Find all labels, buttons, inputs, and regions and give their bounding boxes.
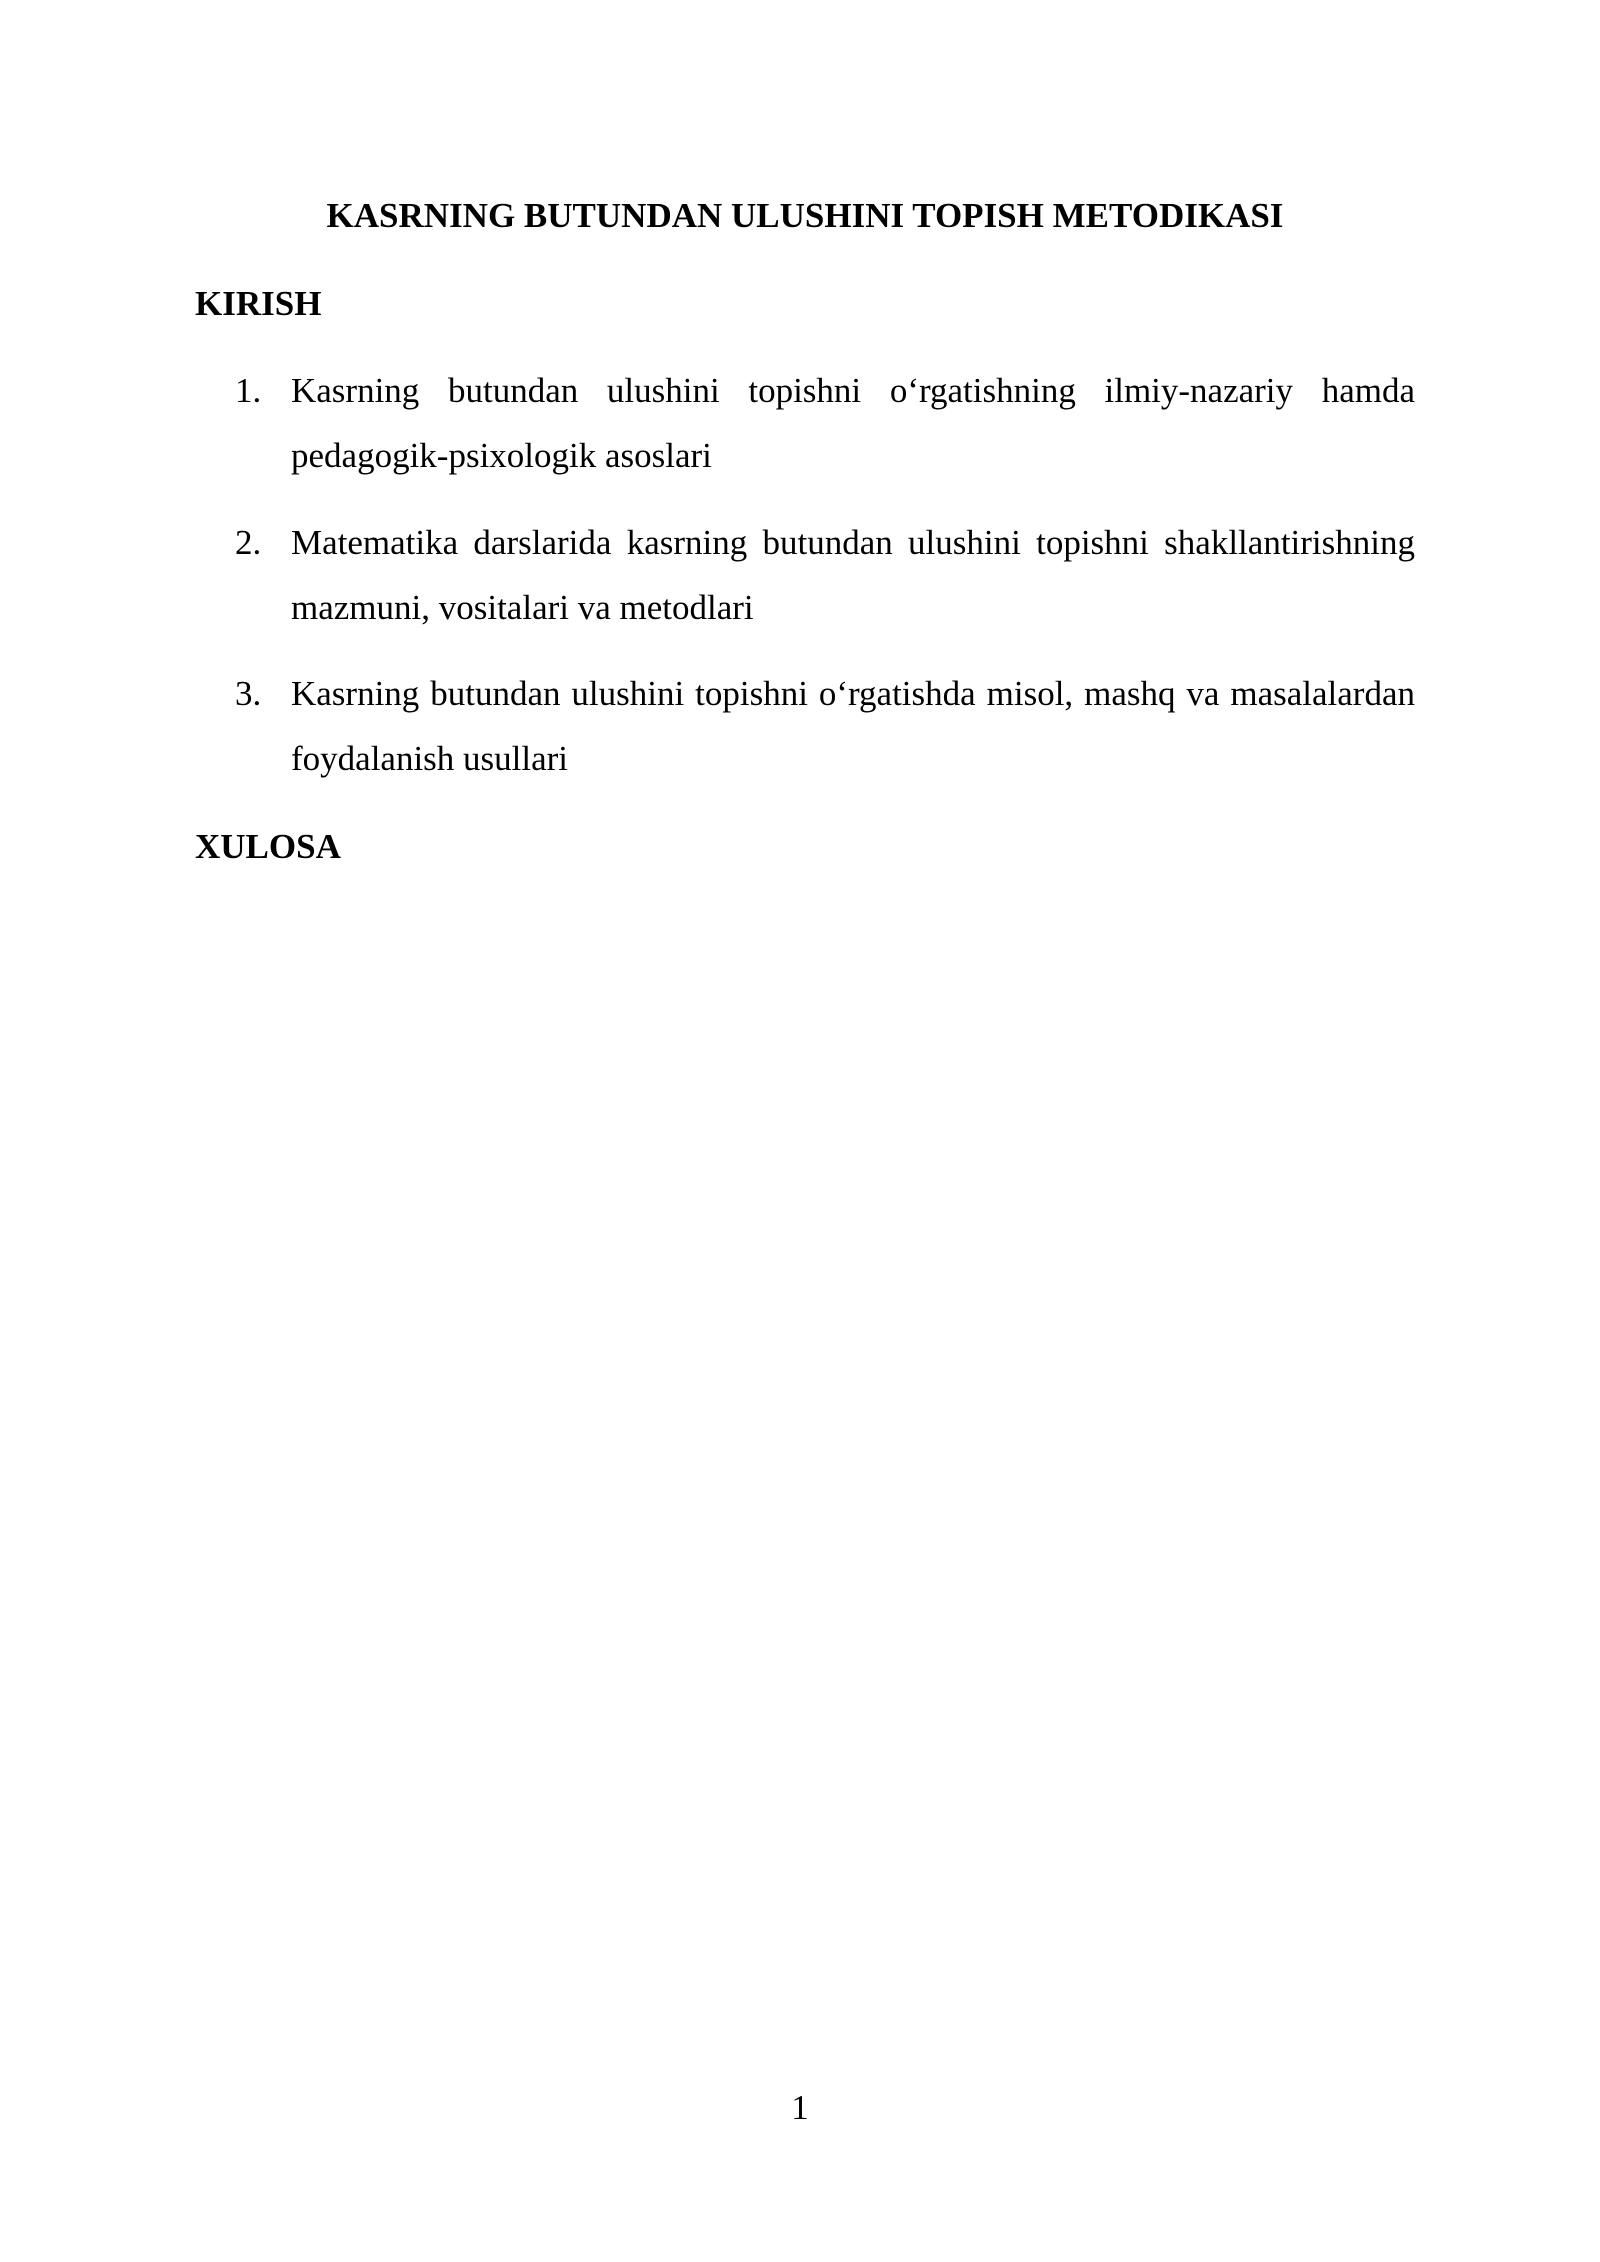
toc-item-number: 3. xyxy=(235,674,262,713)
toc-item xyxy=(235,358,1415,488)
toc-item-text: Kasrning butundan ulushini topishni o‘rgatishning ilmiy-nazariy hamda pedagogik-psixologik asoslari xyxy=(291,371,1415,475)
page-number: 1 xyxy=(791,2088,809,2127)
document-title: KASRNING BUTUNDAN ULUSHINI TOPISH METODIKASI xyxy=(326,196,1284,235)
toc-item xyxy=(235,661,1415,791)
toc-item xyxy=(235,510,1415,640)
toc-item-text: Matematika darslarida kasrning butundan ulushini topishni shakllantirishning mazmuni, vositalari va metodlari xyxy=(291,523,1415,627)
toc-item-number: 1. xyxy=(235,371,262,410)
conclusion-heading: XULOSA xyxy=(195,827,341,866)
toc-item-text: Kasrning butundan ulushini topishni o‘rgatishda misol, mashq va masalalardan foydalanish usullari xyxy=(291,674,1415,778)
intro-heading: KIRISH xyxy=(195,284,322,323)
toc-item-number: 2. xyxy=(235,523,262,562)
